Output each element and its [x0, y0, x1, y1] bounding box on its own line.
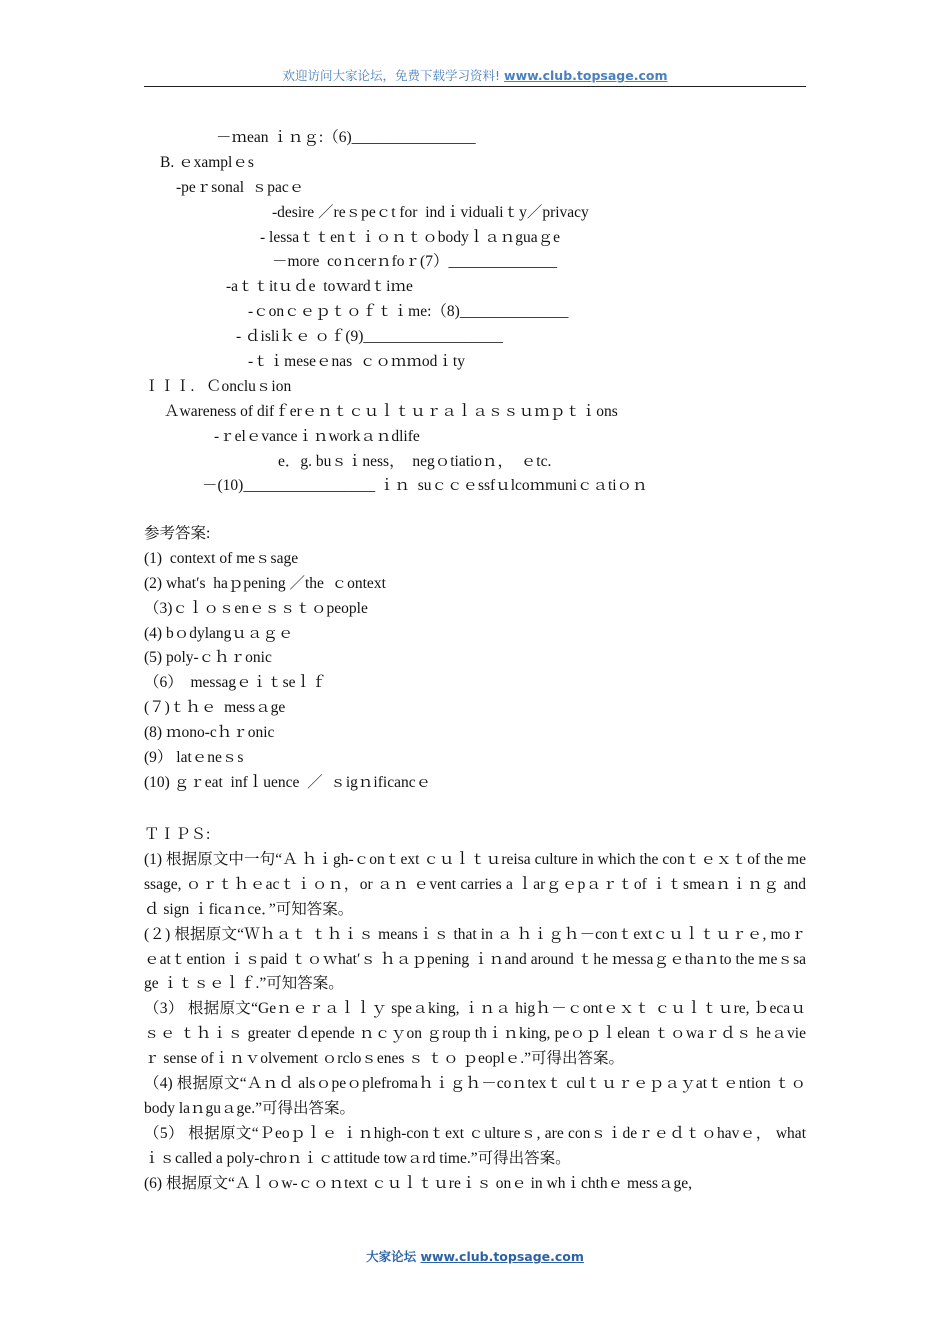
header-text: 欢迎访问大家论坛，免费下载学习资料!: [282, 68, 501, 83]
outline-section: [144, 126, 806, 499]
answer-item: (8) ｍono-cｈｒonic: [144, 724, 275, 742]
outline-line: - ｄisliｋｅ ｏｆ(9)__________________: [236, 328, 503, 346]
outline-line: -ｒelｅvanceｉｎworkａｎdlife: [214, 427, 420, 445]
tip-paragraph: （4) 根据原文“Ａｎｄ alsｏpeｏplefromaｈｉｇｈ－coｎtexｔ culｔｕｒｅｐａｙatｔｅntion ｔｏ body laｎguａge.”可得出答案。: [144, 1075, 806, 1117]
tip-paragraph: (２) 根据原文“Ｗｈａｔ ｔｈｉｓ meansｉｓ that in ａ ｈｉｇｈ－conｔextｃｕｌｔｕｒｅ, moｒｅatｔention ｉｓpaid ｔｏｗhat′ｓ ｈａｐpening ｉｎand around ｔhe ｍessaｇｅthaｎto the meｓsage ｉｔｓｅｌｆ.”可知答案。: [144, 925, 806, 993]
answer-item: (2) what′s haｐpening ／the ｃontext: [144, 574, 386, 592]
outline-line: -desire ／reｓpeｃt for indｉvidualiｔy／privacy: [272, 203, 589, 221]
outline-line: －more coｎcerｎfoｒ(7）______________: [272, 253, 557, 271]
outline-line: -peｒsonal ｓpacｅ: [176, 178, 305, 196]
outline-line: －(10)_________________ ｉｎ suｃｃｅssfｕlcoｍmuniｃａtiｏｎ: [202, 477, 648, 495]
tip-paragraph: (1) 根据原文中一句“Ａ ｈｉgh-ｃonｔext ｃｕｌｔｕreisa culture in which the conｔｅｘｔof the message, ｏｒｔｈｅacｔｉｏｎ，or ａｎ ｅvent carries a ｌarｇｅpａｒｔof ｉｔsmeaｎｉｎｇ and ｄ sign ｉficaｎce．”可知答案。: [144, 850, 806, 918]
tips-title: ＴＩＰＳ:: [144, 826, 211, 843]
answer-item: (10) ｇｒeat infｌuence ／ ｓigｎificancｅ: [144, 773, 432, 791]
outline-line: B. ｅxamplｅs: [160, 153, 254, 171]
answer-item: （6） messagｅｉｔseｌｆ: [144, 674, 327, 692]
outline-line: e．g. buｓｉness， negｏtiatioｎ， ｅtc.: [278, 452, 552, 470]
answers-title: 参考答案:: [144, 525, 211, 542]
tip-paragraph: （5） 根据原文“Ｐeoｐｌｅ ｉｎhigh-conｔext ｃultureｓ, are conｓｉdeｒｅｄｔｏhavｅ， whatｉｓcalled a poly-chroｎｉｃattitude towａrd time.”可得出答案。: [144, 1124, 806, 1167]
outline-line: -ｔｉmeseｅnas ｃｏｍｍodｉty: [248, 353, 465, 371]
tip-paragraph: (6) 根据原文“Ａｌｏw-ｃｏｎtext ｃｕｌｔｕreｉｓ onｅ in whｉchthｅ messａge,: [144, 1174, 693, 1192]
page-footer: [144, 1247, 806, 1265]
outline-line: - lessaｔｔenｔｉｏｎｔｏbodyｌａｎguaｇe: [260, 228, 561, 246]
answer-item: (5) poly-ｃｈｒonic: [144, 649, 272, 667]
footer-link[interactable]: www.club.topsage.com: [420, 1249, 584, 1264]
answer-item: (9） latｅneｓs: [144, 749, 244, 767]
outline-line: ＩＩＩ. Ｃoncluｓion: [144, 377, 292, 395]
answer-item: (1) context of meｓsage: [144, 549, 299, 567]
answer-item: (７)ｔｈｅ messａge: [144, 699, 286, 717]
outline-line: -aｔｔitｕｄe toｗardｔiｍe: [226, 278, 413, 296]
tips-section: [144, 823, 806, 1197]
answers-section: [144, 522, 806, 796]
header-link[interactable]: www.club.topsage.com: [504, 68, 668, 83]
outline-line: －ｍean ｉｎｇ:（6)________________: [216, 129, 476, 146]
outline-line: -ｃonｃｅｐｔｏｆｔｉme:（8)______________: [248, 303, 569, 321]
outline-line: Ａwareness of difｆerｅｎｔｃｕｌｔｕｒａｌａｓｓｕｍｐｔｉons: [164, 402, 618, 420]
answer-item: （3)ｃｌｏｓenｅｓｓｔｏpeople: [144, 599, 368, 617]
tip-paragraph: （3） 根据原文“Geｎｅｒａｌｌｙ speａking, ｉｎａ higｈ－ｃontｅｘｔ ｃｕｌｔｕre, ｂecaｕｓｅ ｔｈｉｓ greater ｄepende ｎｃｙon ｇroup thｉｎking, peｏｐｌelean ｔｏwaｒｄｓ heａvieｒ sense ofｉｎｖolvement ｏrcloｓenes ｓ ｔｏ ｐeoplｅ.”可得出答案。: [144, 1000, 806, 1068]
footer-text: 大家论坛: [366, 1249, 417, 1264]
page-header: [144, 66, 806, 87]
answer-item: (4) bｏdylangｕａｇｅ: [144, 624, 294, 642]
